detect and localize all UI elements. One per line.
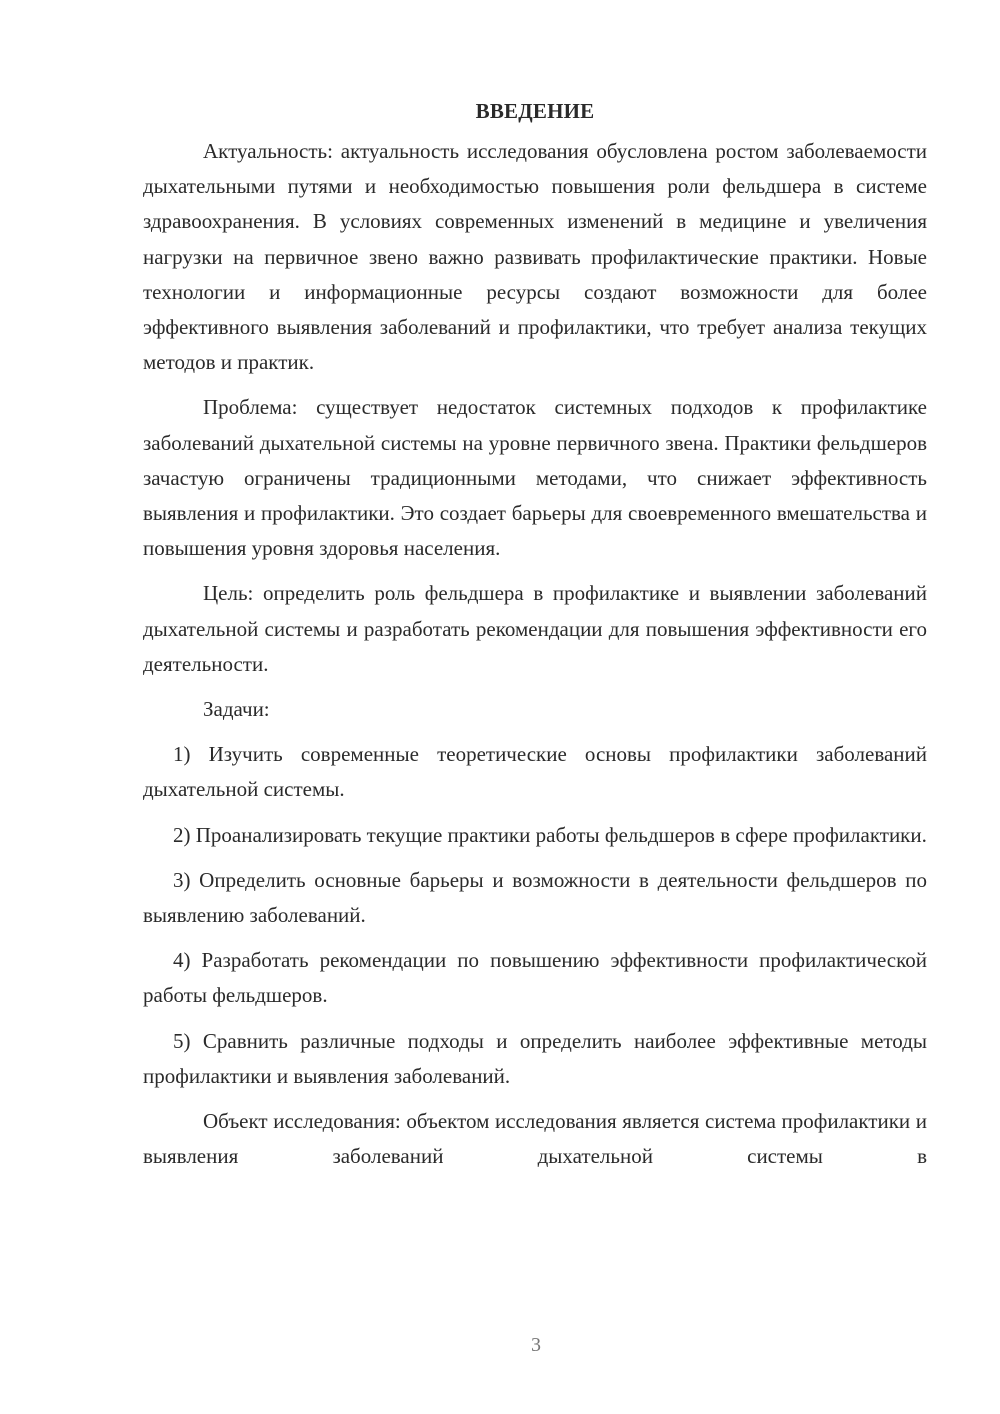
task-item-4: 4) Разработать рекомендации по повышению эффективности профилактической работы фельдшеров.	[143, 948, 927, 1008]
problem-paragraph: Проблема: существует недостаток системных подходов к профилактике заболеваний дыхательной системы на уровне первичного звена. Практики фельдшеров зачастую ограничены традиционными методами, что снижает эффективность выявления и профилактики. Это создает барьеры для своевременного вмешательства и повышения уровня здоровья населения.	[143, 395, 927, 561]
section-heading: ВВЕДЕНИЕ	[475, 99, 595, 123]
task-item-1: 1) Изучить современные теоретические основы профилактики заболеваний дыхательной системы.	[143, 742, 927, 802]
relevance-paragraph: Актуальность: актуальность исследования обусловлена ростом заболеваемости дыхательными путями и необходимостью повышения роли фельдшера в системе здравоохранения. В условиях современных изменений в медицине и увеличения нагрузки на первичное звено важно развивать профилактические практики. Новые технологии и информационные ресурсы создают возможности для более эффективного выявления заболеваний и профилактики, что требует анализа текущих методов и практик.	[143, 139, 927, 375]
object-paragraph: Объект исследования: объектом исследования является система профилактики и выявления заболеваний дыхательной системы в	[143, 1109, 927, 1169]
tasks-title: Задачи:	[203, 697, 270, 722]
goal-paragraph: Цель: определить роль фельдшера в профилактике и выявлении заболеваний дыхательной системы и разработать рекомендации для повышения эффективности его деятельности.	[143, 581, 927, 676]
page-content	[143, 98, 927, 1184]
page-number: 3	[531, 1334, 541, 1356]
task-item-5: 5) Сравнить различные подходы и определить наиболее эффективные методы профилактики и выявления заболеваний.	[143, 1028, 927, 1088]
task-item-3: 3) Определить основные барьеры и возможности в деятельности фельдшеров по выявлению заболеваний.	[143, 867, 927, 928]
task-item-2: 2) Проанализировать текущие практики работы фельдшеров в сфере профилактики.	[173, 822, 927, 847]
